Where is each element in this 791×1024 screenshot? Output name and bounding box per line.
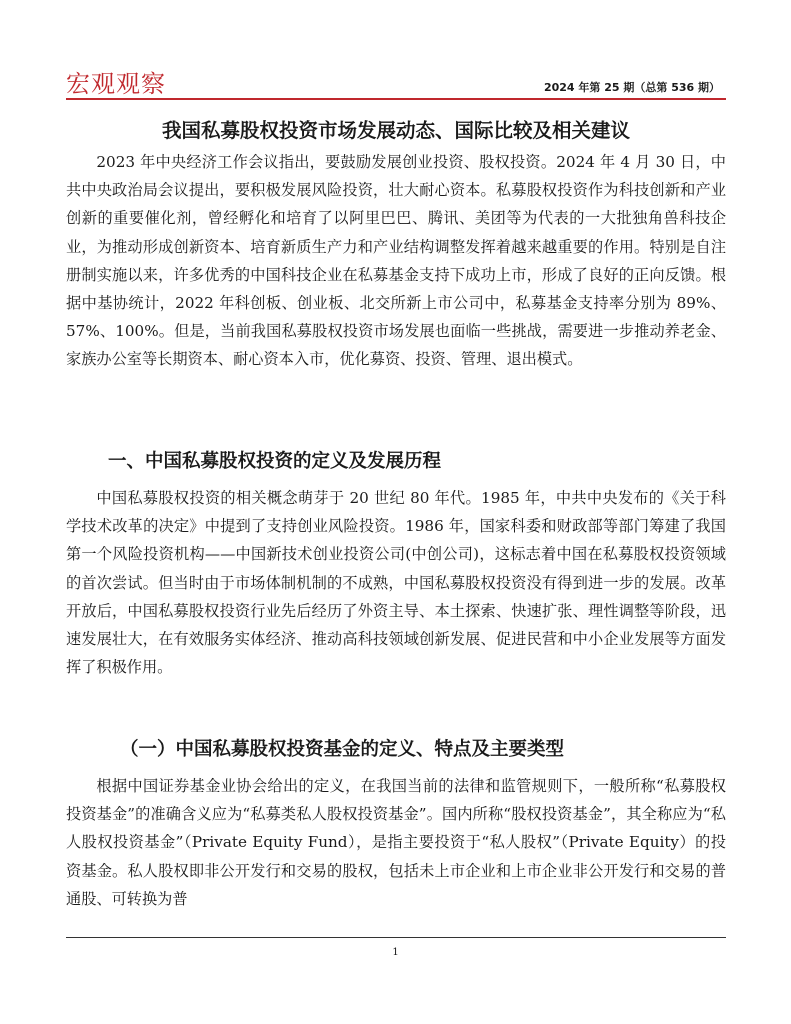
issue-number: 2024 年第 25 期（总第 536 期）	[543, 81, 720, 94]
subsection-paragraph: 根据中国证券基金业协会给出的定义，在我国当前的法律和监管规则下，一般所称“私募股权投资基金”的准确含义应为“私募类私人股权投资基金”。国内所称“股权投资基金”，其全称应为“私人股权投资基金”（Private Equity Fund），是指主要投资于“私人股权”（Private Equity）的投资基金。私人股权即非公开发行和交易的股权，包括未上市企业和上市企业非公开发行和交易的普通股、可转换为普	[66, 777, 726, 908]
section-paragraph: 中国私募股权投资的相关概念萌芽于 20 世纪 80 年代。1985 年，中共中央发布的《关于科学技术改革的决定》中提到了支持创业风险投资。1986 年，国家科委和财政部等部门筹建了我国第一个风险投资机构——中国新技术创业投资公司(中创公司)，这标志着中国在私募股权投资领域的首次尝试。但当时由于市场体制机制的不成熟，中国私募股权投资没有得到进一步的发展。改革开放后，中国私募股权投资行业先后经历了外资主导、本土探索、快速扩张、理性调整等阶段，迅速发展壮大，在有效服务实体经济、推动高科技领域创新发展、促进民营和中小企业发展等方面发挥了积极作用。	[66, 489, 726, 677]
publication-brand: 宏观观察	[66, 70, 166, 98]
section-heading: 一、中国私募股权投资的定义及发展历程	[108, 451, 442, 472]
article-title: 我国私募股权投资市场发展动态、国际比较及相关建议	[161, 119, 630, 142]
footer-divider	[66, 937, 726, 938]
header-divider	[66, 98, 726, 100]
page-header	[66, 62, 726, 100]
intro-paragraph: 2023 年中央经济工作会议指出，要鼓励发展创业投资、股权投资。2024 年 4 月 30 日，中共中央政治局会议提出，要积极发展风险投资，壮大耐心资本。私募股权投资作为科技创新和产业创新的重要催化剂，曾经孵化和培育了以阿里巴巴、腾讯、美团等为代表的一大批独角兽科技企业，为推动形成创新资本、培育新质生产力和产业结构调整发挥着越来越重要的作用。特别是自注册制实施以来，许多优秀的中国科技企业在私募基金支持下成功上市，形成了良好的正向反馈。根据中基协统计，2022 年科创板、创业板、北交所新上市公司中，私募基金支持率分别为 89%、57%、100%。但是，当前我国私募股权投资市场发展也面临一些挑战，需要进一步推动养老金、家族办公室等长期资本、耐心资本入市，优化募资、投资、管理、退出模式。	[66, 153, 726, 369]
subsection-heading: （一）中国私募股权投资基金的定义、特点及主要类型	[120, 739, 565, 760]
page-number: 1	[392, 947, 399, 958]
